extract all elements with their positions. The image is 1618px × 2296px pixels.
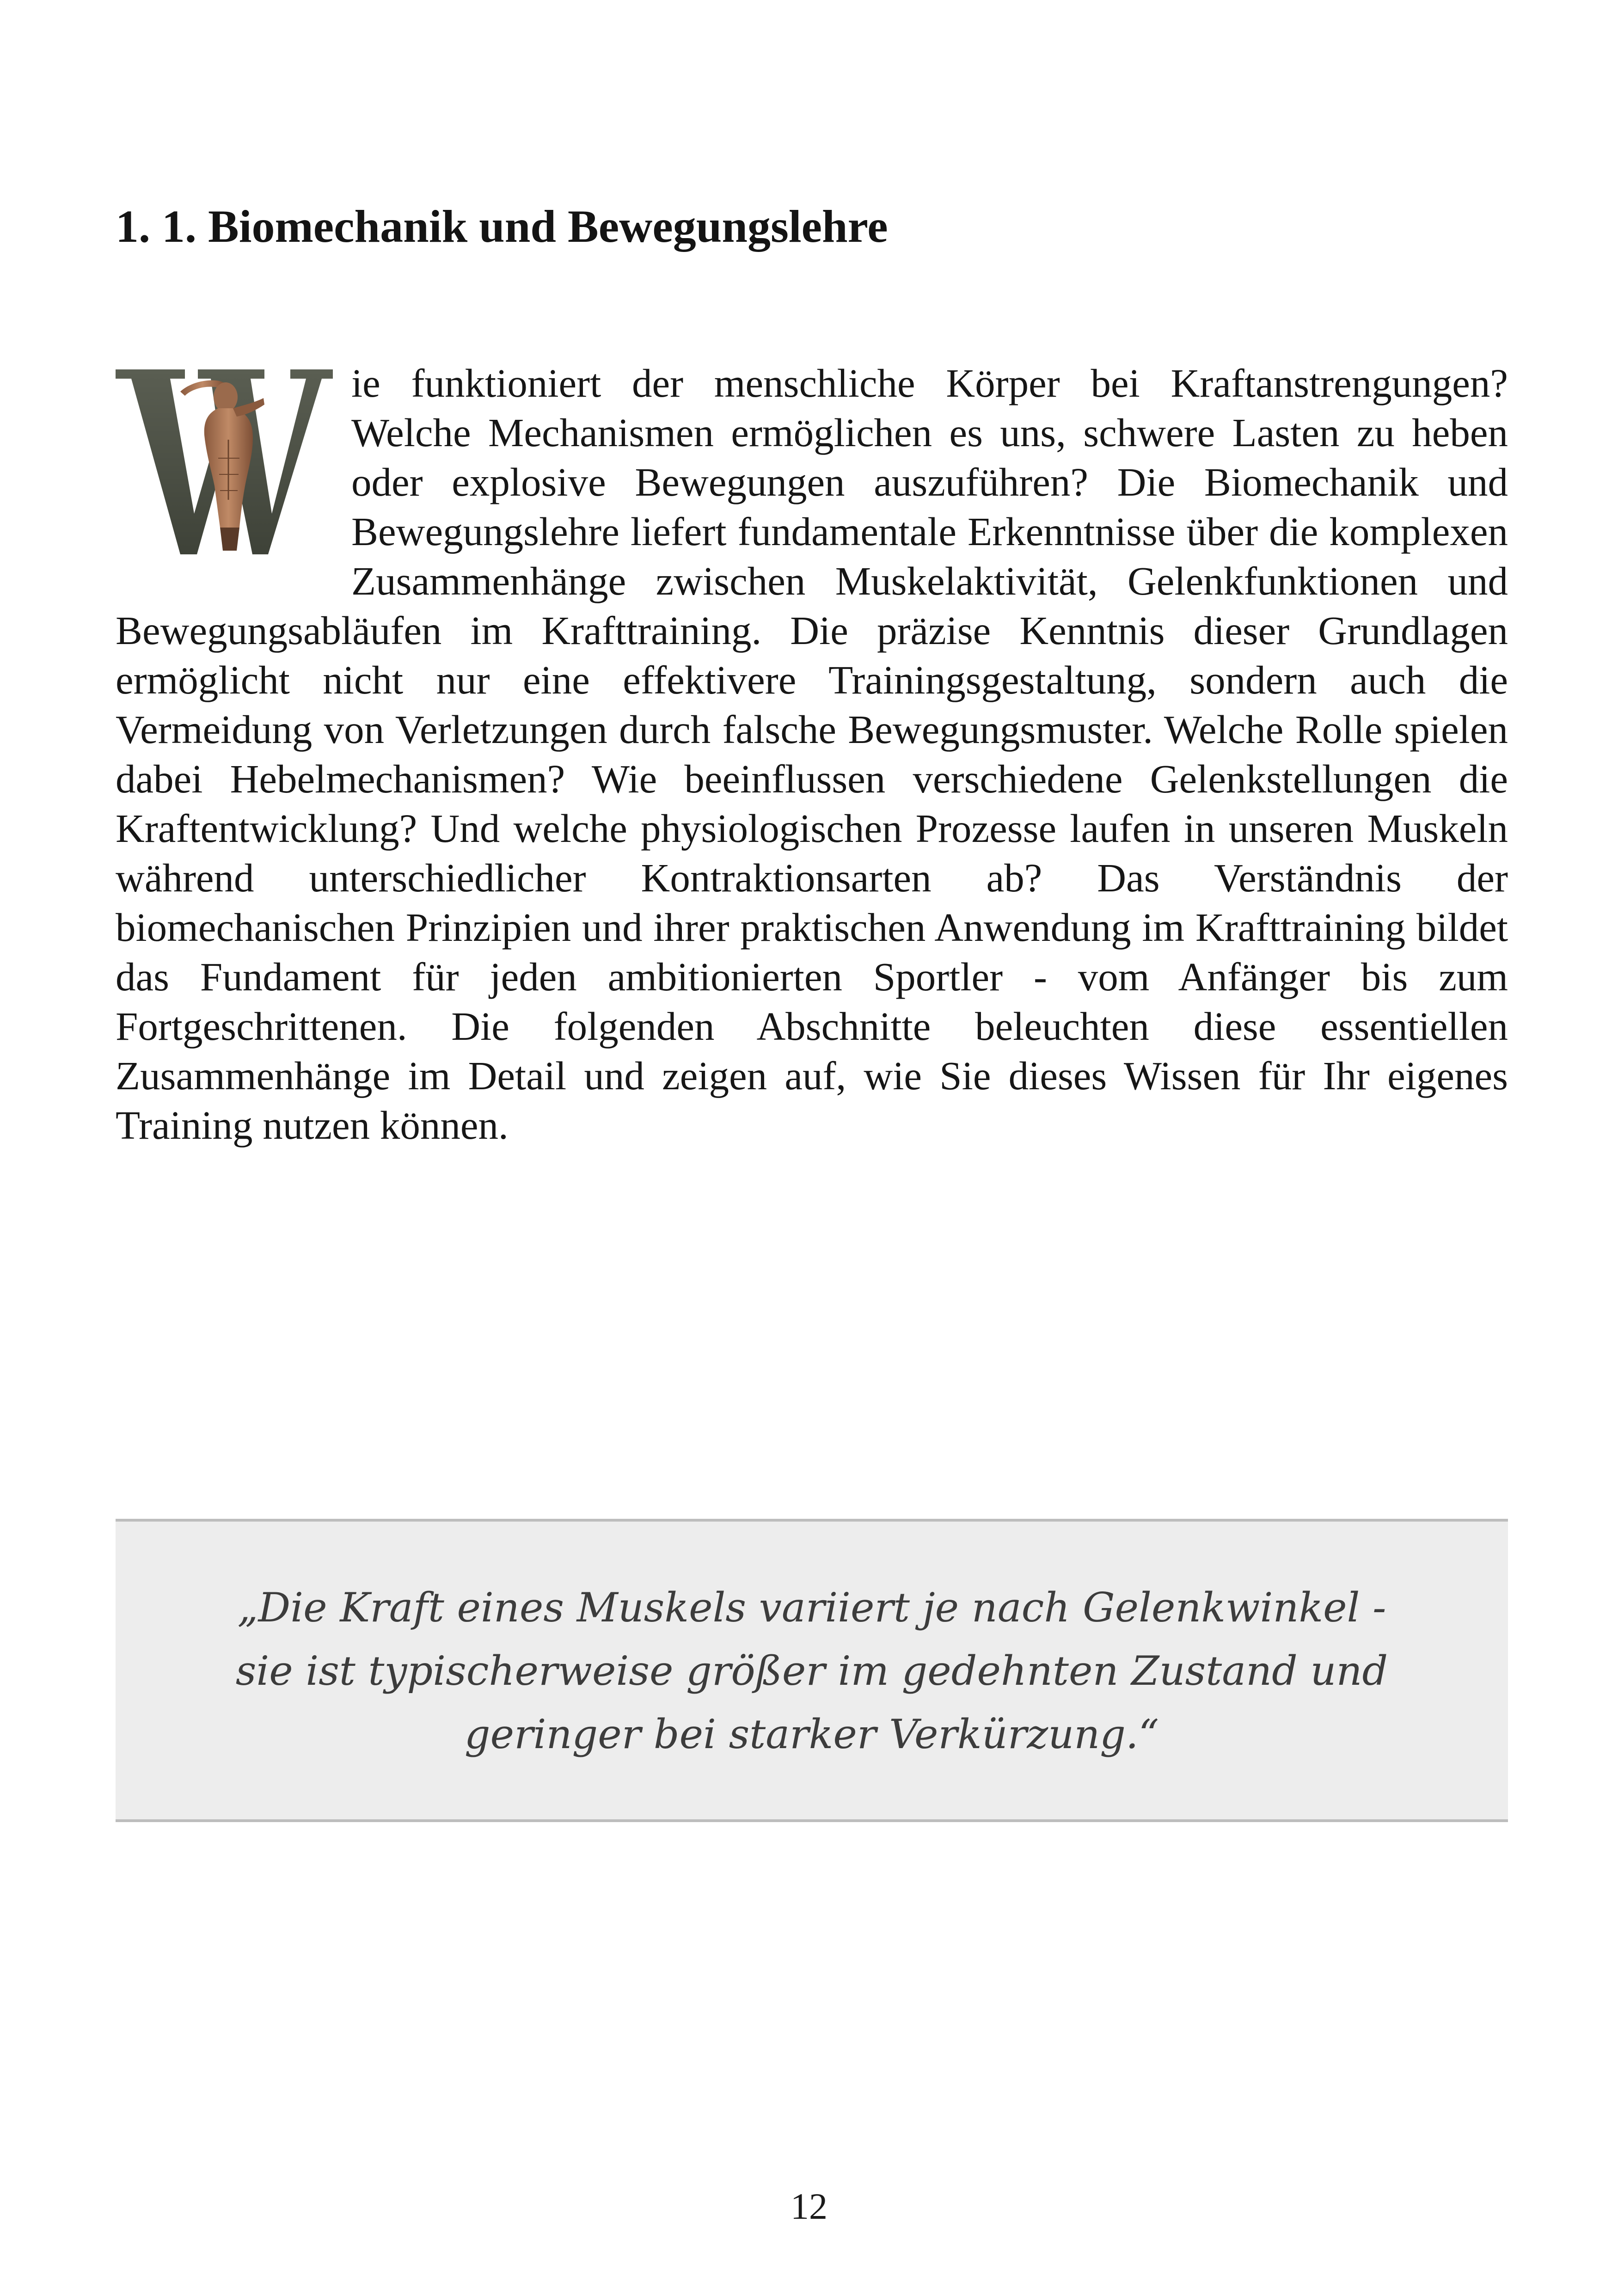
drop-cap-figure-image [116, 361, 333, 560]
intro-paragraph [116, 358, 1508, 1150]
intro-text: ie funktioniert der menschliche Körper bei Kraftanstrengungen? Welche Mechanismen ermöglichen es uns, schwere Lasten zu heben oder explosive Bewegungen auszuführen? Die Biomechanik und Bewegungslehre liefert fundamentale Erkenntnisse über die komplexen Zusammenhänge zwischen Muskelaktivität, Gelenkfunktionen und Bewegungsabläufen im Krafttraining. Die präzise Kenntnis dieser Grundlagen ermöglicht nicht nur eine effektivere Trainingsgestaltung, sondern auch die Vermeidung von Verletzungen durch falsche Bewegungsmuster. Welche Rolle spielen dabei Hebelmechanismen? Wie beeinflussen verschiedene Gelenkstellungen die Kraftentwicklung? Und welche physiologischen Prozesse laufen in unseren Muskeln während unterschiedlicher Kontraktionsarten ab? Das Verständnis der biomechanischen Prinzipien und ihrer praktischen Anwendung im Krafttraining bildet das Fundament für jeden ambitionierten Sportler - vom Anfänger bis zum Fortgeschrittenen. Die folgenden Abschnitte beleuchten diese essentiellen Zusammenhänge im Detail und zeigen auf, wie Sie dieses Wissen für Ihr eigenes Training nutzen können. [116, 361, 1508, 1148]
pull-quote-line: geringer bei starker Verkürzung.“ [464, 1711, 1159, 1758]
page-number: 12 [791, 2186, 827, 2227]
pull-quote-box [116, 1519, 1508, 1822]
pull-quote-line: sie ist typischerweise größer im gedehnten Zustand und [235, 1647, 1388, 1694]
pull-quote [116, 1576, 1508, 1766]
section-heading: 1. 1. Biomechanik und Bewegungslehre [116, 201, 888, 252]
drop-cap [116, 358, 333, 562]
pull-quote-line: „Die Kraft eines Muskels variiert je nach Gelenkwinkel - [237, 1584, 1386, 1631]
